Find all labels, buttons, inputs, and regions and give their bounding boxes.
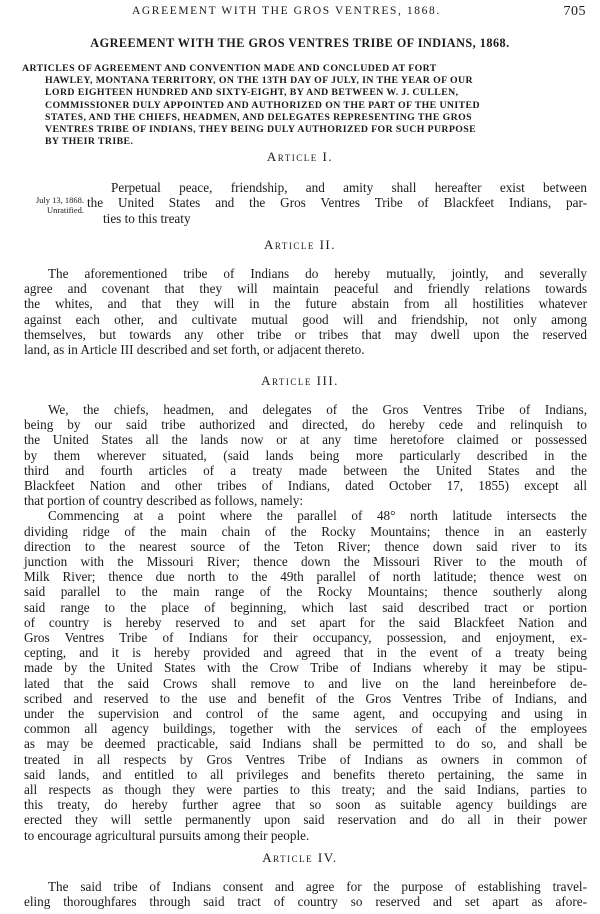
text-line: The said tribe of Indians consent and agree for the purpose of establishing travel-	[48, 879, 587, 894]
text-line: junction with the Missouri River; thence down the Missouri River to the mouth of	[24, 554, 587, 570]
preamble-line: STATES, AND THE CHIEFS, HEADMEN, AND DELEGATES REPRESENTING THE GROS	[45, 111, 472, 123]
text-line: themselves, but towards any other tribe or tribes that may dwell upon the reserved	[24, 326, 587, 342]
preamble-line: ARTICLES OF AGREEMENT AND CONVENTION MADE AND CONCLUDED AT FORT	[22, 63, 437, 74]
margin-note	[4, 195, 84, 215]
text-line: We, the chiefs, headmen, and delegates of the Gros Ventres Tribe of Indians,	[48, 402, 587, 417]
text-line: direction to the nearest source of the Teton River; thence down said river to its	[24, 538, 587, 554]
text-line: cepting, and it is hereby provided and agreed that in the event of a treaty being	[24, 645, 587, 661]
text-line: common all agency buildings, together with the services of each of the employees	[24, 721, 587, 737]
text-line: Milk River; thence due north to the 49th parallel of north latitude; thence west on	[24, 569, 587, 585]
text-line: against each other, and cultivate mutual good will and friendship, not only among	[24, 311, 587, 327]
margin-note-date: July 13, 1868.	[35, 195, 84, 205]
text-line: said parallel to the main range of the Rocky Mountains; thence southerly along	[24, 584, 587, 600]
text-line: land, as in Article III described and set forth, or adjacent thereto.	[24, 342, 365, 358]
preamble-line: VENTRES TRIBE OF INDIANS, THEY BEING DULY AUTHORIZED FOR SUCH PURPOSE	[45, 124, 477, 136]
text-line: by them wherever situated, (said lands being more particularly described in the	[24, 447, 587, 463]
text-line: of country is hereby reserved to and set apart for the said Blackfeet Nation and	[24, 614, 587, 630]
text-line: dividing ridge of the main chain of the Rocky Mountains; thence in an easterly	[24, 523, 587, 539]
text-line: this treaty, do hereby further agree that so soon as suitable agency buildings are	[24, 797, 587, 813]
preamble	[22, 63, 580, 148]
text-line: Perpetual peace, friendship, and amity shall hereafter exist between	[111, 180, 587, 195]
article-body	[24, 879, 587, 909]
text-line: Gros Ventres Tribe of Indians for their occupancy, possession, and enjoyment, ex-	[24, 630, 587, 646]
article-body	[24, 402, 587, 843]
margin-note-status: Unratified.	[46, 205, 84, 215]
text-line: said range to the place of beginning, which last said described tract or portion	[24, 599, 587, 615]
text-line: said lands, and entitled to all privileges and benefits thereto pertaining, the same in	[24, 766, 587, 782]
preamble-line: COMMISSIONER DULY APPOINTED AND AUTHORIZED ON THE PART OF THE UNITED	[45, 99, 480, 111]
text-line: the United States and the Gros Ventres Tribe of Blackfeet Indians, par-	[87, 195, 587, 211]
text-line: lated that the said Crows shall remove to and live on the land hereinbefore de-	[24, 675, 587, 691]
text-line: third and fourth articles of a treaty made between the United States and the	[24, 462, 587, 478]
text-line: to encourage agricultural pursuits among their people.	[24, 827, 310, 843]
article-heading: Article II.	[263, 237, 336, 252]
text-line: made by the United States with the Crow Tribe of Indians whereby it may be stipu-	[24, 660, 587, 676]
text-line: ties to this treaty	[103, 210, 191, 226]
preamble-line: BY THEIR TRIBE.	[45, 136, 134, 148]
text-line: the whites, and that they will in the future abstain from all hostilities whatever	[24, 296, 587, 312]
text-line: being by our said tribe authorized and directed, do hereby cede and relinquish to	[24, 417, 587, 433]
page-number: 705	[563, 4, 586, 19]
text-line: The aforementioned tribe of Indians do hereby mutually, jointly, and severally	[48, 266, 587, 281]
text-line: scribed and reserved to the use and benefit of the Gros Ventres Tribe of Indians, and	[24, 690, 587, 706]
text-line: all respects as though they were parties to this treaty; and the said Indians, parties to	[24, 782, 587, 798]
article-body	[24, 266, 587, 357]
article-body	[87, 180, 587, 226]
article-heading: Article IV.	[262, 850, 338, 865]
text-line: Commencing at a point where the parallel of 48° north latitude intersects the	[48, 508, 587, 524]
document-title: AGREEMENT WITH THE GROS VENTRES TRIBE OF INDIANS, 1868.	[90, 36, 510, 50]
text-line: treated in all respects by Gros Ventres Tribe of Indians as owners in common of	[24, 751, 587, 767]
text-line: the United States all the lands now or at any time heretofore claimed or possessed	[24, 432, 587, 448]
article-heading: Article I.	[266, 149, 334, 164]
article-heading: Article III.	[261, 373, 339, 388]
text-line: Blackfeet Nation and other tribes of Indians, dated October 17, 1855) except all	[24, 478, 587, 494]
text-line: that portion of country described as follows, namely:	[24, 493, 304, 509]
text-line: erected they will settle permanently upon said reservation and do all in their power	[24, 812, 587, 828]
text-line: eling thoroughfares through said tract of country so reserved and set apart as afore-	[24, 894, 587, 910]
preamble-line: HAWLEY, MONTANA TERRITORY, ON THE 13TH DAY OF JULY, IN THE YEAR OF OUR	[45, 75, 473, 87]
text-line: agree and covenant that they will maintain peaceful and friendly relations towards	[24, 281, 587, 297]
running-head	[0, 5, 600, 21]
text-line: as may be deemed practicable, said Indians shall be permitted to do so, and shall be	[24, 736, 587, 752]
text-line: under the supervision and control of the same agent, and occupying and using in	[24, 706, 587, 722]
running-title: AGREEMENT WITH THE GROS VENTRES, 1868.	[132, 5, 441, 17]
preamble-line: LORD EIGHTEEN HUNDRED AND SIXTY-EIGHT, BY AND BETWEEN W. J. CULLEN,	[45, 87, 459, 99]
